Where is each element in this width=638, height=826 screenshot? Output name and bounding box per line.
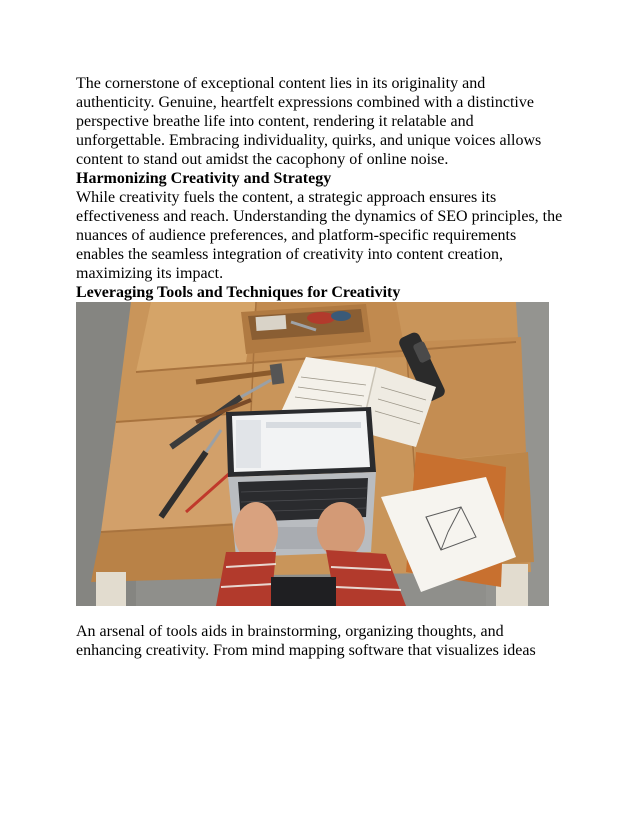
tools-paragraph: An arsenal of tools aids in brainstorming, organizing thoughts, and enhancing creativity. From mind mapping software that visualizes ideas <box>76 623 536 659</box>
heading-leveraging: Leveraging Tools and Techniques for Creativity <box>76 284 401 301</box>
intro-paragraph: The cornerstone of exceptional content lies in its originality and authenticity. Genuine, heartfelt expressions combined with a distinctive perspective breathe life into content, rendering it relatable and unforgettable. Embracing individuality, quirks, and unique voices allows content to stand out amidst the cacophony of online noise. <box>76 75 542 168</box>
document-page <box>76 74 566 660</box>
workbench-photo <box>76 302 549 606</box>
strategy-paragraph: While creativity fuels the content, a strategic approach ensures its effectiveness and reach. Understanding the dynamics of SEO principles, the nuances of audience preferences, and platform-specific requirements enables the seamless integration of creativity into content creation, maximizing its impact. <box>76 189 563 282</box>
heading-harmonizing: Harmonizing Creativity and Strategy <box>76 170 332 187</box>
